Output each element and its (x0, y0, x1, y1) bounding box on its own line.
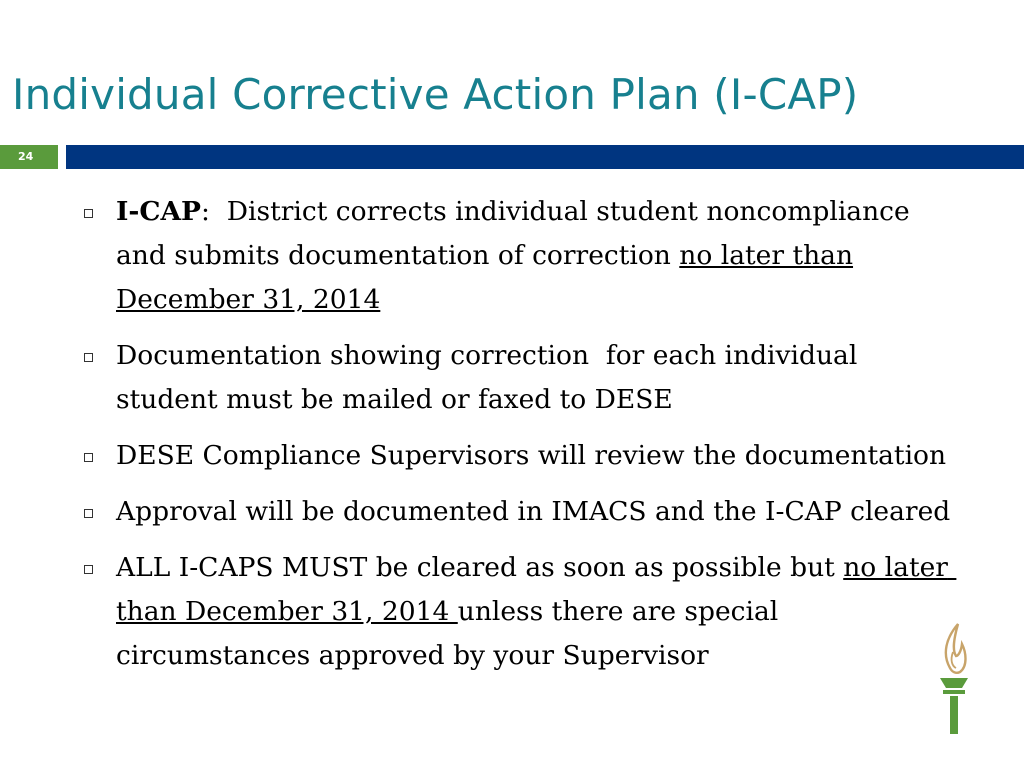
bullet-list (80, 190, 960, 690)
bullet-text-after: unless there are special circumstances approved by your Supervisor (116, 596, 779, 671)
square-bullet-icon (84, 509, 93, 518)
bullet-text: ALL I-CAPS MUST be cleared as soon as possible but (116, 552, 844, 583)
bullet-text: Approval will be documented in IMACS and the I-CAP cleared (116, 496, 951, 527)
square-bullet-icon (84, 453, 93, 462)
square-bullet-icon (84, 565, 93, 574)
bullet-term: I-CAP (116, 196, 201, 227)
torch-icon (932, 622, 976, 736)
header-bar (66, 145, 1024, 169)
bullet-item-deadline (80, 546, 960, 678)
square-bullet-icon (84, 353, 93, 362)
slide-number: 24 (0, 145, 58, 169)
bullet-colon: : (200, 196, 210, 227)
bullet-text: DESE Compliance Supervisors will review the documentation (116, 440, 947, 471)
bullet-item-documentation (80, 334, 960, 422)
slide-title: Individual Corrective Action Plan (I-CAP) (12, 70, 859, 119)
square-bullet-icon (84, 209, 93, 218)
bullet-item-review (80, 434, 960, 478)
bullet-text: Documentation showing correction for each individual student must be mailed or faxed to DESE (116, 340, 866, 415)
bullet-deadline: no later than December 31, 2014 (116, 240, 854, 315)
bullet-text: District corrects individual student noncompliance and submits documentation of correction (116, 196, 919, 271)
bullet-item-icap (80, 190, 960, 322)
bullet-item-approval (80, 490, 960, 534)
bullet-deadline: no later than December 31, 2014 (116, 552, 957, 627)
